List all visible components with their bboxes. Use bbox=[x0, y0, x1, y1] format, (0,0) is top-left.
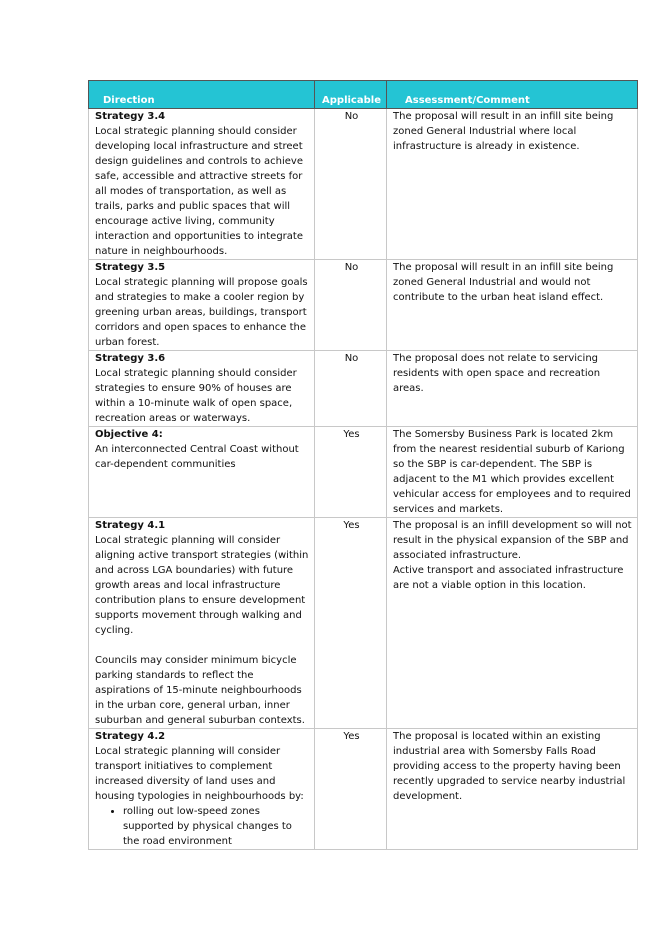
direction-text: Local strategic planning will consider aligning active transport strategies (within and across LGA boundaries) with future growth areas and local infrastructure contribution plans to ensure development supports movement through walking and cycling. bbox=[95, 535, 309, 636]
table-row bbox=[89, 260, 638, 351]
table-row bbox=[89, 518, 638, 729]
direction-title: Strategy 3.5 bbox=[95, 262, 166, 273]
comment-cell: The proposal is located within an existing industrial area with Somersby Falls Road providing access to the property having been recently upgraded to service nearby industrial development. bbox=[387, 729, 638, 850]
comment-header: Assessment/Comment bbox=[387, 81, 638, 109]
comment-cell: The proposal does not relate to servicing residents with open space and recreation areas. bbox=[387, 351, 638, 427]
applicable-cell: No bbox=[315, 351, 387, 427]
direction-title: Strategy 3.6 bbox=[95, 353, 166, 364]
direction-text: An interconnected Central Coast without car-dependent communities bbox=[95, 444, 299, 470]
direction-title: Objective 4: bbox=[95, 429, 163, 440]
table-row bbox=[89, 729, 638, 850]
applicable-cell: Yes bbox=[315, 518, 387, 729]
direction-title: Strategy 3.4 bbox=[95, 111, 166, 122]
comment-cell: The proposal will result in an infill site being zoned General Industrial and would not contribute to the urban heat island effect. bbox=[387, 260, 638, 351]
paragraph-gap bbox=[95, 638, 310, 653]
direction-title: Strategy 4.2 bbox=[95, 731, 166, 742]
comment-cell bbox=[387, 518, 638, 729]
direction-cell bbox=[89, 427, 315, 518]
applicable-cell: No bbox=[315, 109, 387, 260]
direction-cell bbox=[89, 729, 315, 850]
comment-text-2: Active transport and associated infrastructure are not a viable option in this location. bbox=[393, 565, 624, 591]
direction-title: Strategy 4.1 bbox=[95, 520, 166, 531]
applicable-cell: Yes bbox=[315, 729, 387, 850]
comment-cell: The Somersby Business Park is located 2km from the nearest residential suburb of Kariong so the SBP is car-dependent. The SBP is adjacent to the M1 which provides excellent vehicular access for employees and to required services and markets. bbox=[387, 427, 638, 518]
table-row bbox=[89, 351, 638, 427]
direction-header: Direction bbox=[89, 81, 315, 109]
direction-text-2: Councils may consider minimum bicycle parking standards to reflect the aspirations of 15-minute neighbourhoods in the urban core, general urban, inner suburban and general suburban contexts. bbox=[95, 655, 305, 726]
applicable-cell: Yes bbox=[315, 427, 387, 518]
direction-cell bbox=[89, 518, 315, 729]
applicable-cell: No bbox=[315, 260, 387, 351]
direction-cell bbox=[89, 260, 315, 351]
table-row bbox=[89, 109, 638, 260]
assessment-table bbox=[88, 80, 638, 850]
comment-text: The proposal is an infill development so will not result in the physical expansion of the SBP and associated infrastructure. bbox=[393, 520, 632, 561]
direction-cell bbox=[89, 109, 315, 260]
direction-text: Local strategic planning will propose goals and strategies to make a cooler region by greening urban areas, buildings, transport corridors and open spaces to enhance the urban forest. bbox=[95, 277, 308, 348]
comment-cell: The proposal will result in an infill site being zoned General Industrial where local infrastructure is already in existence. bbox=[387, 109, 638, 260]
direction-cell bbox=[89, 351, 315, 427]
applicable-header: Applicable bbox=[315, 81, 387, 109]
direction-text: Local strategic planning should consider developing local infrastructure and street design guidelines and controls to achieve safe, accessible and attractive streets for all modes of transportation, as well as trails, parks and public spaces that will encourage active living, community interaction and opportunities to integrate nature in neighbourhoods. bbox=[95, 126, 303, 257]
direction-text: Local strategic planning will consider transport initiatives to complement increased diversity of land uses and housing typologies in neighbourhoods by: bbox=[95, 746, 304, 802]
list-item: • rolling out low-speed zones supported by physical changes to the road environment bbox=[123, 804, 310, 849]
direction-text: Local strategic planning should consider strategies to ensure 90% of houses are within a 10-minute walk of open space, recreation areas or waterways. bbox=[95, 368, 297, 424]
table-header-row bbox=[89, 81, 638, 109]
bullet-list bbox=[95, 804, 310, 849]
table-row bbox=[89, 427, 638, 518]
